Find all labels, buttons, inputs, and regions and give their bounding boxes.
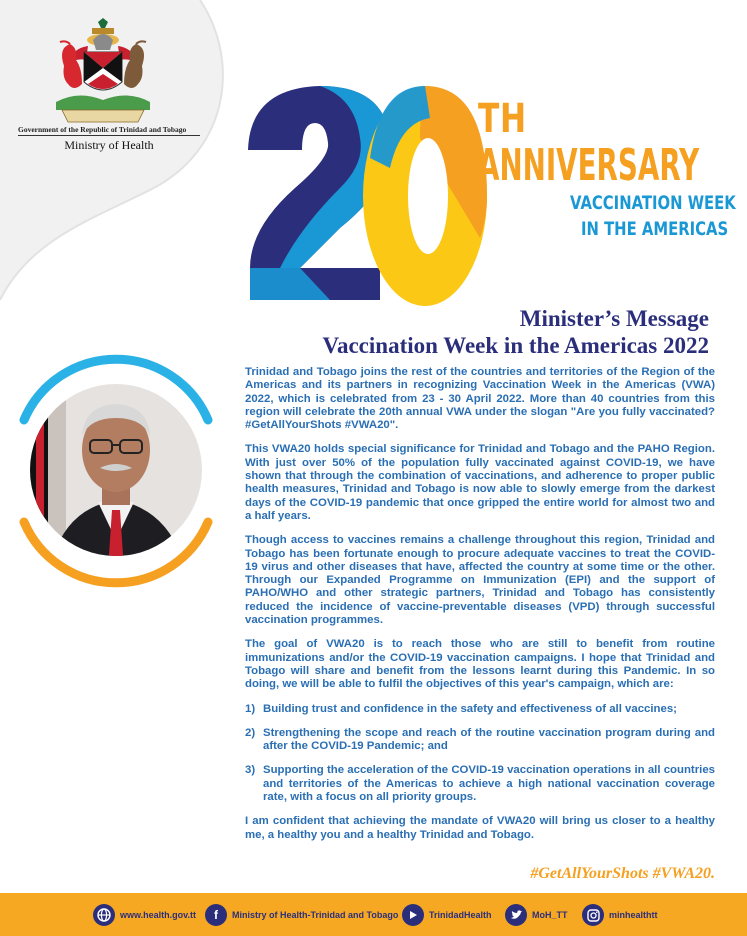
twitter-icon	[505, 904, 527, 926]
footer-link-website[interactable]	[93, 903, 196, 927]
objective-item	[245, 764, 715, 804]
objective-item	[245, 727, 715, 754]
anniversary-suffix: TH	[478, 96, 527, 142]
objective-item	[245, 703, 715, 716]
footer-link-youtube[interactable]	[402, 903, 492, 927]
objective-number: 2)	[245, 726, 256, 739]
footer-link-label: www.health.gov.tt	[120, 910, 196, 920]
paragraph-3: Though access to vaccines remains a challenge throughout this region, Trinidad and Tobago has been fortunate enough to procure adequate vaccines to treat the COVID-19 virus and other diseases that have, affected the country at some time or the other. Through our Expanded Programme on Immunization (EPI) and the support of PAHO/WHO and other strategic partners, Trinidad and Tobago has consistently reduced the incidence of vaccine-preventable diseases (VPD) through successful vaccination programmes.	[245, 534, 715, 627]
footer-link-facebook[interactable]	[205, 903, 398, 927]
footer-link-instagram[interactable]	[582, 903, 658, 927]
coat-of-arms-logo	[48, 18, 158, 126]
footer-link-label: MoH_TT	[532, 910, 568, 920]
footer-link-label: minhealthtt	[609, 910, 658, 920]
objective-text: Building trust and confidence in the safety and effectiveness of all vaccines;	[263, 702, 677, 715]
paragraph-2: This VWA20 holds special significance for Trinidad and Tobago and the PAHO Region. With just over 50% of the population fully vaccinated against COVID-19, we have shown that through the combination of vaccinations, and adherence to proper public health measures, Trinidad and Tobago is now able to slowly emerge from the darkest days of the COVID-19 pandemic that once gripped the entire world for almost two and a half years.	[245, 443, 715, 522]
instagram-icon	[582, 904, 604, 926]
closing-paragraph: I am confident that achieving the mandate of VWA20 will bring us closer to a healthy me, a healthy you and a healthy Trinidad and Tobago.	[245, 815, 715, 841]
paragraph-1: Trinidad and Tobago joins the rest of the countries and territories of the Region of the Americas and its partners in recognizing Vaccination Week in the Americas (VWA) 2022, which is celebrated from 23 - 30 April 2022. More than 40 countries from this region will celebrate the 20th annual VWA under the slogan "Are you fully vaccinated? #GetAllYourShots #VWA20".	[245, 366, 715, 432]
footer-link-twitter[interactable]	[505, 903, 568, 927]
anniversary-20-graphic	[240, 78, 490, 308]
footer-link-label: Ministry of Health-Trinidad and Tobago	[232, 910, 399, 920]
objective-number: 3)	[245, 764, 256, 777]
campaign-hashtags: #GetAllYourShots #VWA20.	[530, 865, 715, 882]
message-body	[245, 366, 715, 853]
government-name: Government of the Republic of Trinidad and Tobago	[18, 125, 187, 134]
objective-text: Supporting the acceleration of the COVID-19 vaccination operations in all countries and territories of the Americas to achieve a high national vaccination coverage rate, with a focus on all priority groups.	[263, 764, 715, 804]
campaign-name-line2: IN THE AMERICAS	[581, 218, 729, 240]
objective-number: 1)	[245, 702, 256, 715]
minister-portrait	[18, 340, 214, 600]
paragraph-4: The goal of VWA20 is to reach those who are still to benefit from routine immunizations and/or the COVID-19 vaccination campaigns. I hope that Trinidad and Tobago will share and benefit from the lessons learnt during this Pandemic. In so doing, we will be able to fulfil the objectives of this year's campaign, which are:	[245, 638, 715, 691]
facebook-icon: f	[205, 904, 227, 926]
anniversary-word: ANNIVERSARY	[478, 140, 700, 191]
globe-icon	[93, 904, 115, 926]
ministry-name: Ministry of Health	[18, 135, 200, 153]
campaign-name-line1: VACCINATION WEEK	[570, 192, 736, 214]
message-title: Minister’s Message	[519, 306, 709, 331]
message-subtitle: Vaccination Week in the Americas 2022	[322, 333, 709, 358]
footer-link-label: TrinidadHealth	[429, 910, 492, 920]
youtube-icon	[402, 904, 424, 926]
objective-text: Strengthening the scope and reach of the routine vaccination program during and after the COVID-19 Pandemic; and	[263, 726, 715, 753]
